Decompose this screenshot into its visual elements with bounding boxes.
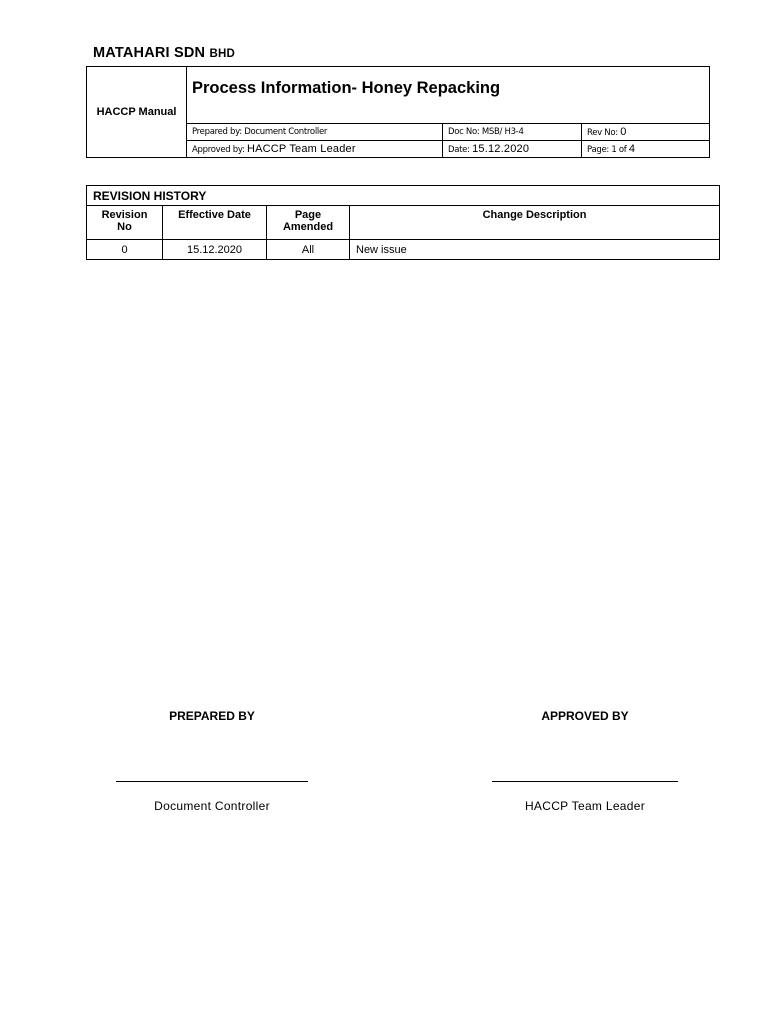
page-total: 4 bbox=[628, 143, 636, 155]
cell-page-amended: All bbox=[267, 240, 350, 260]
page-value: 1 of bbox=[611, 145, 627, 155]
date-cell bbox=[443, 141, 582, 158]
doc-no-label: Doc No: bbox=[448, 127, 480, 137]
approved-by-heading: APPROVED BY bbox=[541, 709, 629, 723]
cell-change-description: New issue bbox=[350, 240, 720, 260]
approved-signature-line bbox=[492, 781, 678, 782]
approved-by-name: HACCP Team Leader bbox=[524, 799, 646, 813]
col-header-page-amended bbox=[267, 206, 350, 240]
doc-no-value: MSB/ H3-4 bbox=[481, 127, 524, 137]
date-label: Date: bbox=[448, 145, 470, 155]
date-value: 15.12.2020 bbox=[472, 143, 530, 155]
cell-effective-date: 15.12.2020 bbox=[163, 240, 267, 260]
col-header-revision-no-line2: No bbox=[117, 221, 132, 233]
approved-by-cell bbox=[187, 141, 443, 158]
document-title: Process Information- Honey Repacking bbox=[187, 67, 710, 124]
prepared-by-heading: PREPARED BY bbox=[169, 709, 255, 723]
col-header-change-description: Change Description bbox=[350, 206, 720, 240]
company-name-main: MATAHARI SDN bbox=[93, 45, 206, 61]
prepared-by-name: Document Controller bbox=[154, 799, 270, 813]
approved-by-label: Approved by: bbox=[192, 145, 245, 155]
company-name-suffix: BHD bbox=[209, 48, 235, 60]
table-row bbox=[87, 240, 720, 260]
col-header-revision-no-line1: Revision bbox=[101, 209, 148, 221]
col-header-page-amended-line1: Page bbox=[294, 209, 322, 221]
col-header-effective-date: Effective Date bbox=[163, 206, 267, 240]
rev-no-cell bbox=[582, 124, 710, 141]
prepared-by-cell bbox=[187, 124, 443, 141]
revision-history-table bbox=[86, 185, 720, 260]
rev-no-label: Rev No: bbox=[587, 128, 618, 138]
prepared-by-value: Document Controller bbox=[244, 127, 328, 137]
cell-revision-no: 0 bbox=[87, 240, 163, 260]
approved-by-value: HACCP Team Leader bbox=[246, 143, 356, 155]
col-header-revision-no bbox=[87, 206, 163, 240]
rev-no-value: 0 bbox=[620, 126, 627, 138]
manual-name: HACCP Manual bbox=[87, 67, 187, 158]
company-name bbox=[93, 45, 235, 61]
col-header-page-amended-line2: Amended bbox=[282, 221, 334, 233]
revision-history-title: REVISION HISTORY bbox=[87, 186, 720, 206]
document-header-table bbox=[86, 66, 710, 158]
revision-history-header-row bbox=[87, 206, 720, 240]
prepared-by-label: Prepared by: bbox=[192, 127, 242, 137]
doc-no-cell bbox=[443, 124, 582, 141]
prepared-signature-line bbox=[116, 781, 308, 782]
page-label: Page: bbox=[587, 145, 609, 155]
page-cell bbox=[582, 141, 710, 158]
